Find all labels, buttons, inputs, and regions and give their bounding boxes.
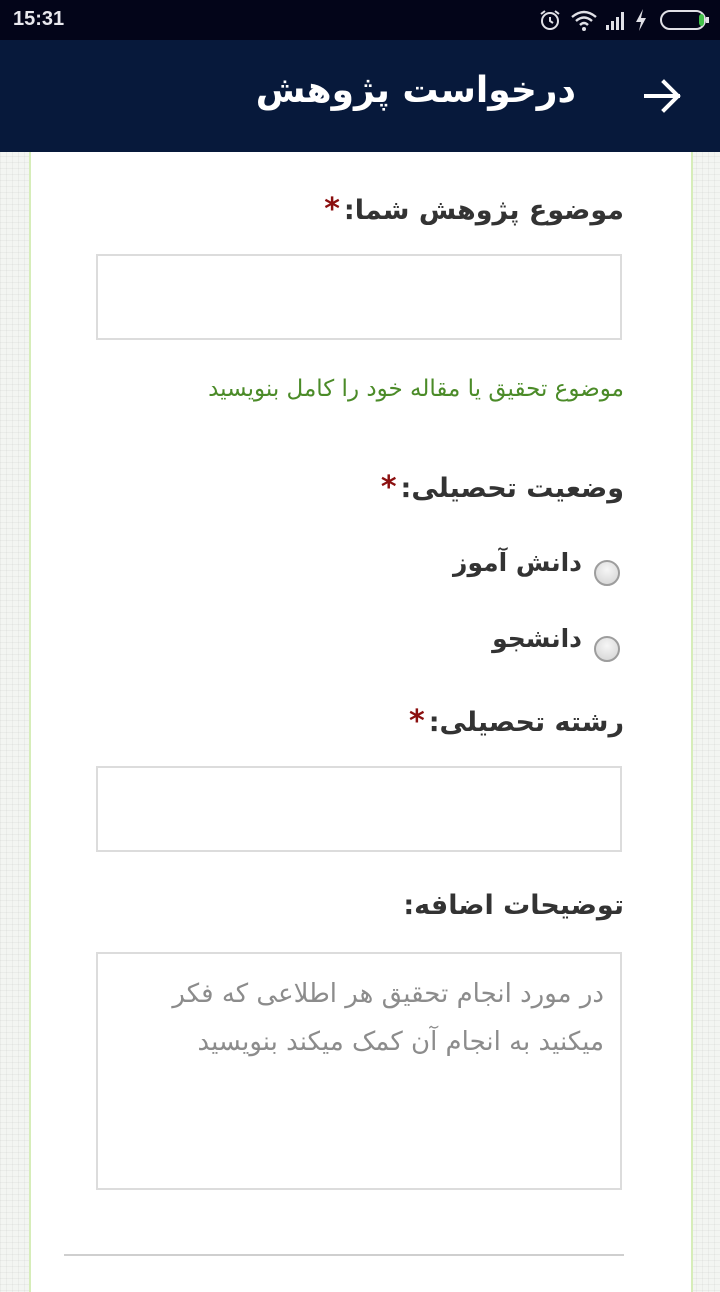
arrow-right-icon[interactable] (640, 76, 686, 116)
extra-notes-textarea[interactable]: در مورد انجام تحقیق هر اطلاعی که فکر میکنید به انجام آن کمک میکند بنویسید (96, 952, 622, 1190)
radio-label-student-school: دانش آموز (453, 548, 582, 577)
radio-option-student-school[interactable] (0, 548, 720, 588)
signal-icon (604, 8, 628, 32)
field-of-study-input[interactable] (96, 766, 622, 852)
battery-icon (660, 8, 710, 32)
charging-icon (634, 8, 648, 32)
app-bar (0, 40, 720, 152)
topic-label-text: موضوع پژوهش شما: (343, 195, 624, 226)
required-mark: * (324, 192, 340, 227)
alarm-icon (538, 8, 562, 32)
wifi-icon (570, 8, 598, 32)
page-title: درخواست پژوهش (255, 70, 576, 111)
radio-button-university-student[interactable] (594, 636, 620, 662)
radio-button-student-school[interactable] (594, 560, 620, 586)
topic-label (324, 192, 624, 227)
field-of-study-label (409, 704, 624, 739)
status-time: 15:31 (13, 8, 65, 30)
status-bar (0, 0, 720, 40)
radio-label-university-student: دانشجو (492, 624, 582, 653)
topic-hint: موضوع تحقیق یا مقاله خود را کامل بنویسید (208, 376, 624, 402)
topic-input[interactable] (96, 254, 622, 340)
extra-notes-label: توضیحات اضافه: (403, 890, 624, 921)
radio-option-university-student[interactable] (0, 624, 720, 664)
divider (64, 1254, 624, 1256)
education-status-label (381, 470, 624, 505)
education-status-label-text: وضعیت تحصیلی: (400, 473, 624, 504)
field-of-study-label-text: رشته تحصیلی: (428, 707, 624, 738)
required-mark: * (380, 470, 397, 505)
required-mark: * (409, 704, 425, 739)
